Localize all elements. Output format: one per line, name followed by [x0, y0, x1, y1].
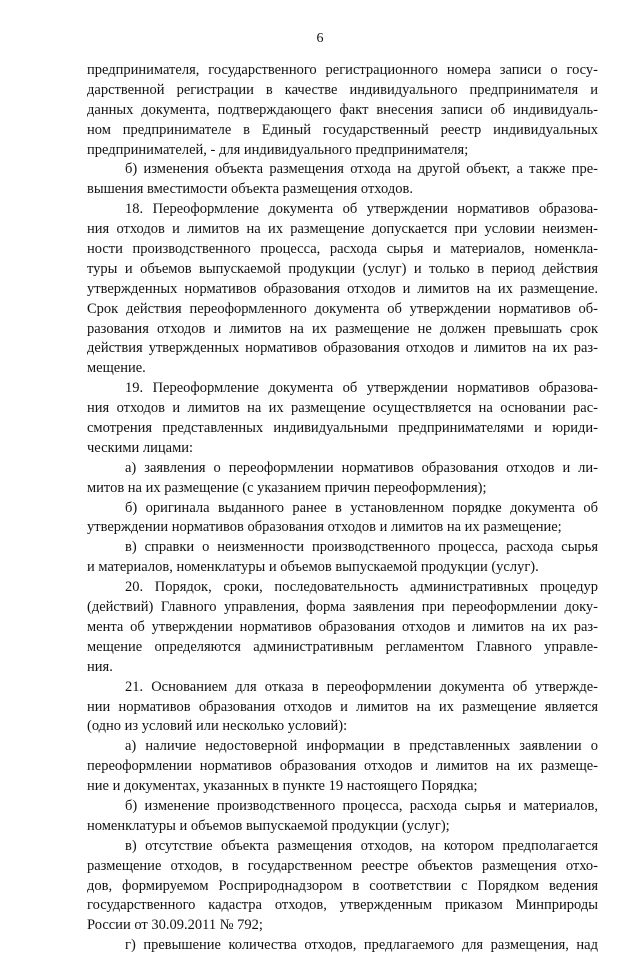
- text-line: мещение определяются административным регламентом Главного управле-: [87, 638, 598, 655]
- paragraph-clause-19-b: [87, 499, 598, 539]
- text-line: в) справки о неизменности производственного процесса, расхода сырья: [125, 539, 598, 556]
- document-body: [87, 61, 598, 956]
- text-line: туры и объемов выпускаемой продукции (услуг) и только в период действия: [87, 260, 598, 277]
- text-line: ния отходов и лимитов на их размещение допускается при условии неизмен-: [87, 221, 598, 238]
- text-line: дарственной регистрации в качестве индивидуального предпринимателя и: [87, 81, 598, 98]
- text-line: номенклатуры и объемов выпускаемой продукции (услуг);: [87, 817, 450, 834]
- text-line: предпринимателя, государственного регистрационного номера записи о госу-: [87, 62, 598, 78]
- paragraph-clause-21-a: [87, 737, 598, 797]
- text-line: 18. Переоформление документа об утверждении нормативов образова-: [125, 201, 598, 218]
- paragraph-clause-21: [87, 678, 598, 738]
- text-line: ческими лицами:: [87, 439, 194, 456]
- page-number: 6: [316, 31, 324, 46]
- paragraph-continuation-entrepreneur: [87, 61, 598, 160]
- text-line: митов на их размещение (с указанием причин переоформления);: [87, 479, 487, 496]
- text-line: мента об утверждении нормативов образования отходов и лимитов на их раз-: [87, 618, 598, 635]
- paragraph-clause-21-c: [87, 837, 598, 936]
- text-line: ном предпринимателе в Единый государственный реестр индивидуальных: [87, 121, 598, 138]
- text-line: а) наличие недостоверной информации в представленных заявлении о: [125, 738, 598, 755]
- text-line: утверждении нормативов образования отходов и лимитов на их размещение;: [87, 519, 562, 536]
- text-line: действия утвержденных нормативов образования отходов и лимитов на их раз-: [87, 340, 598, 357]
- paragraph-clause-19: [87, 379, 598, 459]
- text-line: (одно из условий или несколько условий):: [87, 718, 348, 735]
- text-line: дов, формируемом Росприроднадзором в соответствии с Порядком ведения: [87, 877, 598, 894]
- text-line: г) превышение количества отходов, предлагаемого для размещения, над: [125, 937, 598, 954]
- text-line: предпринимателей, - для индивидуального предпринимателя;: [87, 141, 469, 158]
- text-line: (действий) Главного управления, форма заявления при переоформлении доку-: [87, 599, 598, 616]
- text-line: ние и документах, указанных в пункте 19 настоящего Порядка;: [87, 778, 478, 795]
- text-line: переоформлении нормативов образования отходов и лимитов на их размеще-: [87, 758, 598, 775]
- text-line: вышения вместимости объекта размещения отходов.: [87, 181, 413, 198]
- text-line: а) заявления о переоформлении нормативов образования отходов и ли-: [125, 459, 598, 476]
- paragraph-clause-19-c: [87, 538, 598, 578]
- text-line: ния.: [87, 658, 113, 675]
- text-line: 20. Порядок, сроки, последовательность административных процедур: [125, 579, 598, 596]
- text-line: мещение.: [87, 360, 146, 377]
- text-line: Срок действия переоформленного документа об утверждении нормативов об-: [87, 300, 598, 317]
- paragraph-clause-21-d: [87, 936, 598, 956]
- text-line: смотрения представленных индивидуальными предпринимателями и юриди-: [87, 420, 598, 437]
- text-line: б) изменение производственного процесса, расхода сырья и материалов,: [125, 797, 598, 814]
- text-line: и материалов, номенклатуры и объемов выпускаемой продукции (услуг).: [87, 559, 539, 576]
- text-line: в) отсутствие объекта размещения отходов, на котором предполагается: [125, 837, 598, 854]
- paragraph-clause-18: [87, 200, 598, 379]
- text-line: нии нормативов образования отходов и лимитов на их размещение является: [87, 698, 598, 715]
- paragraph-item-b-object-change: [87, 160, 598, 200]
- text-line: б) изменения объекта размещения отхода на другой объект, а также пре-: [125, 161, 598, 178]
- paragraph-clause-21-b: [87, 797, 598, 837]
- text-line: данных документа, подтверждающего факт внесения записи об индивидуаль-: [87, 101, 598, 118]
- paragraph-clause-20: [87, 578, 598, 677]
- text-line: государственного кадастра отходов, утвержденным приказом Минприроды: [87, 897, 598, 914]
- text-line: б) оригинала выданного ранее в установленном порядке документа об: [125, 499, 598, 516]
- text-line: разования отходов и лимитов на их размещение не должен превышать срок: [87, 320, 598, 337]
- text-line: утвержденных нормативов образования отходов и лимитов на их размещение.: [87, 280, 598, 297]
- paragraph-clause-19-a: [87, 459, 598, 499]
- text-line: размещение отходов, в государственном реестре объектов размещения отхо-: [87, 857, 598, 874]
- text-line: 19. Переоформление документа об утверждении нормативов образова-: [125, 380, 598, 397]
- text-line: ния отходов и лимитов на их размещение осуществляется на основании рас-: [87, 400, 598, 417]
- text-line: России от 30.09.2011 № 792;: [87, 917, 263, 934]
- text-line: ности производственного процесса, расхода сырья и материалов, номенкла-: [87, 241, 598, 258]
- text-line: 21. Основанием для отказа в переоформлении документа об утвержде-: [125, 678, 598, 695]
